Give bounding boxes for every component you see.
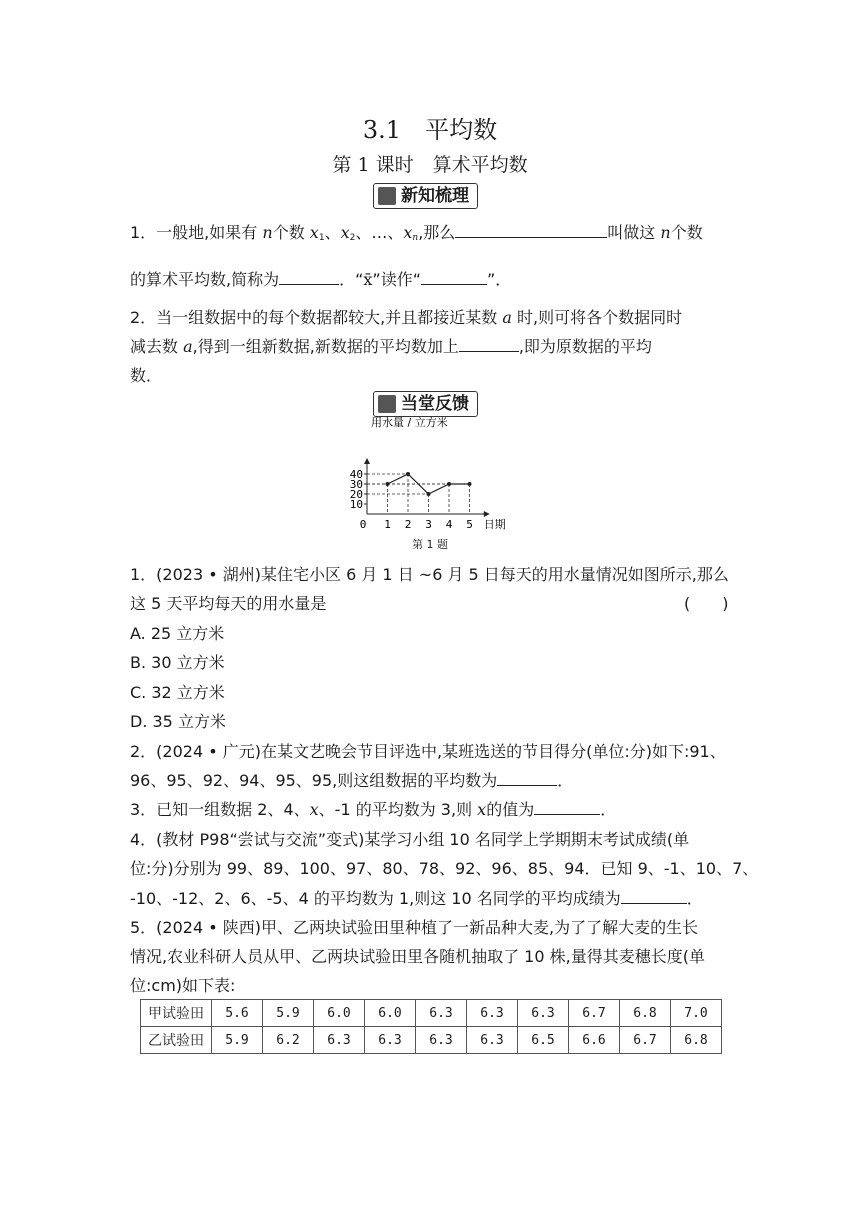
table-cell: 6.6 bbox=[569, 1027, 620, 1054]
text: 个数 bbox=[272, 223, 305, 242]
table-cell: 6.8 bbox=[671, 1027, 722, 1054]
subscript: 1 bbox=[318, 233, 325, 243]
var-x: x bbox=[403, 223, 413, 242]
y-tick-label: 30 bbox=[349, 478, 363, 491]
var-x: x bbox=[340, 223, 350, 242]
y-tick-label: 10 bbox=[349, 498, 363, 511]
row-header: 乙试验田 bbox=[141, 1027, 212, 1054]
badge-label: 当堂反馈 bbox=[401, 394, 469, 414]
x-tick-label: 4 bbox=[445, 518, 453, 530]
table-cell: 5.9 bbox=[263, 1000, 314, 1027]
answer-blank[interactable] bbox=[621, 886, 687, 904]
text: ． bbox=[686, 889, 703, 908]
question-5-line-2: 情况,农业科研人员从甲、乙两块试验田里各随机抽取了 10 株,量得其麦穗长度(单 bbox=[130, 947, 705, 966]
text: ”读作“ bbox=[372, 270, 422, 289]
answer-blank[interactable] bbox=[279, 267, 339, 285]
table-cell: 5.9 bbox=[212, 1027, 263, 1054]
y-axis-arrow bbox=[364, 458, 370, 464]
table-cell: 5.6 bbox=[212, 1000, 263, 1027]
x-axis-arrow bbox=[484, 511, 490, 517]
option-d[interactable]: D. 35 立方米 bbox=[130, 712, 226, 731]
page-title: 3.1 平均数 bbox=[362, 116, 498, 144]
data-point bbox=[386, 482, 390, 486]
var-x: x bbox=[477, 800, 487, 819]
answer-paren[interactable]: ( ) bbox=[684, 594, 729, 613]
question-4-line-2: 位:分)分别为 99、89、100、97、80、78、92、96、85、94．已知 9、-1、10、7、 bbox=[130, 859, 759, 878]
table-cell: 6.5 bbox=[518, 1027, 569, 1054]
knowledge-1-line-2 bbox=[130, 267, 511, 290]
knowledge-2-line-3: 数． bbox=[130, 366, 163, 385]
text: ． bbox=[600, 800, 617, 819]
page-subtitle: 第 1 课时 算术平均数 bbox=[332, 154, 528, 176]
book-icon bbox=[378, 187, 396, 205]
text: -10、-12、2、6、-5、4 的平均数为 1,则这 10 名同学的平均成绩为 bbox=[130, 889, 621, 908]
table-cell: 6.3 bbox=[365, 1027, 416, 1054]
table-cell: 6.3 bbox=[314, 1027, 365, 1054]
data-point bbox=[468, 482, 472, 486]
knowledge-1-line-1 bbox=[130, 220, 703, 243]
var-a: a bbox=[183, 337, 193, 356]
question-5-line-1: 5．(2024 • 陕西)甲、乙两块试验田里种植了一新品种大麦,为了了解大麦的生长 bbox=[130, 918, 699, 937]
y-tick-label: 40 bbox=[349, 468, 363, 481]
question-2-line-2 bbox=[130, 768, 573, 791]
answer-blank[interactable] bbox=[455, 220, 607, 238]
answer-blank[interactable] bbox=[497, 768, 557, 786]
subscript: 2 bbox=[349, 233, 356, 243]
text: ”． bbox=[487, 270, 512, 289]
text: 时,则可将各个数据同时 bbox=[517, 308, 683, 327]
table-cell: 6.3 bbox=[467, 1000, 518, 1027]
text: ,那么 bbox=[418, 223, 456, 242]
knowledge-2-line-1 bbox=[130, 305, 682, 328]
question-4-line-3 bbox=[130, 886, 703, 909]
text: 个数 bbox=[670, 223, 703, 242]
text: 1．一般地,如果有 bbox=[130, 223, 258, 242]
text: 3．已知一组数据 2、4、 bbox=[130, 800, 310, 819]
x-tick-label: 3 bbox=[425, 518, 432, 530]
row-header: 甲试验田 bbox=[141, 1000, 212, 1027]
text: 减去数 bbox=[130, 337, 179, 356]
answer-blank[interactable] bbox=[421, 267, 487, 285]
data-point bbox=[447, 482, 451, 486]
text: ,即为原数据的平均 bbox=[518, 337, 652, 356]
option-a[interactable]: A. 25 立方米 bbox=[130, 624, 225, 643]
x-tick-label: 2 bbox=[404, 518, 412, 530]
text: ．“ bbox=[339, 270, 364, 289]
question-1-line-1: 1．(2023 • 湖州)某住宅小区 6 月 1 日 ~6 月 5 日每天的用水量情况如图所示,那么 bbox=[130, 565, 729, 584]
table-cell: 6.2 bbox=[263, 1027, 314, 1054]
var-n: n bbox=[660, 223, 671, 242]
y-axis-label: 用水量 / 立方米 bbox=[371, 416, 448, 429]
text: 的算术平均数,简称为 bbox=[130, 270, 280, 289]
var-n: n bbox=[262, 223, 273, 242]
x-bar-symbol: x̄ bbox=[363, 270, 373, 289]
text: 96、95、92、94、95、95,则这组数据的平均数为 bbox=[130, 771, 498, 790]
text: 2．当一组数据中的每个数据都较大,并且都接近某数 bbox=[130, 308, 498, 327]
table-cell: 6.7 bbox=[569, 1000, 620, 1027]
question-3 bbox=[130, 797, 616, 820]
subscript: n bbox=[412, 233, 419, 243]
option-b[interactable]: B. 30 立方米 bbox=[130, 653, 225, 672]
table-cell: 6.3 bbox=[416, 1000, 467, 1027]
x-tick-label: 5 bbox=[466, 518, 473, 530]
knowledge-2-line-2 bbox=[130, 334, 652, 357]
text: 、…、 bbox=[355, 223, 404, 242]
data-point bbox=[427, 492, 431, 496]
data-point bbox=[406, 472, 410, 476]
wheat-length-table bbox=[140, 999, 722, 1054]
answer-blank[interactable] bbox=[459, 334, 519, 352]
x-tick-label: 1 bbox=[384, 518, 391, 530]
text: 叫做这 bbox=[607, 223, 656, 242]
option-c[interactable]: C. 32 立方米 bbox=[130, 683, 225, 702]
text: 的值为 bbox=[486, 800, 535, 819]
badge-label: 新知梳理 bbox=[401, 186, 469, 206]
y-tick-label: 20 bbox=[349, 488, 363, 501]
pencil-icon bbox=[378, 395, 396, 413]
var-x: x bbox=[309, 223, 319, 242]
table-cell: 6.3 bbox=[467, 1027, 518, 1054]
table-cell: 6.3 bbox=[416, 1027, 467, 1054]
section-badge-new-knowledge bbox=[373, 183, 478, 209]
text: 、-1 的平均数为 3,则 bbox=[318, 800, 473, 819]
table-cell: 6.8 bbox=[620, 1000, 671, 1027]
text: ,得到一组新数据,新数据的平均数加上 bbox=[192, 337, 459, 356]
question-4-line-1: 4．(教材 P98“尝试与交流”变式)某学习小组 10 名同学上学期期末考试成绩(单 bbox=[130, 830, 690, 849]
text: ． bbox=[557, 771, 574, 790]
table-cell: 6.0 bbox=[365, 1000, 416, 1027]
answer-blank[interactable] bbox=[534, 797, 600, 815]
x-axis-label: 日期 bbox=[483, 518, 506, 530]
var-x: x bbox=[309, 800, 319, 819]
table-cell: 6.3 bbox=[518, 1000, 569, 1027]
table-cell: 7.0 bbox=[671, 1000, 722, 1027]
text: 、 bbox=[324, 223, 341, 242]
question-5-line-3: 位:cm)如下表: bbox=[130, 976, 236, 995]
table-row bbox=[141, 1000, 722, 1027]
table-cell: 6.0 bbox=[314, 1000, 365, 1027]
water-usage-chart bbox=[345, 412, 515, 530]
var-a: a bbox=[502, 308, 512, 327]
x-tick-label: 0 bbox=[359, 518, 367, 530]
question-1-line-2: 这 5 天平均每天的用水量是 bbox=[130, 594, 327, 613]
table-cell: 6.7 bbox=[620, 1027, 671, 1054]
figure-caption: 第 1 题 bbox=[412, 538, 448, 551]
table-row bbox=[141, 1027, 722, 1054]
question-2-line-1: 2．(2024 • 广元)在某文艺晚会节目评选中,某班选送的节目得分(单位:分)如下:91、 bbox=[130, 742, 726, 761]
